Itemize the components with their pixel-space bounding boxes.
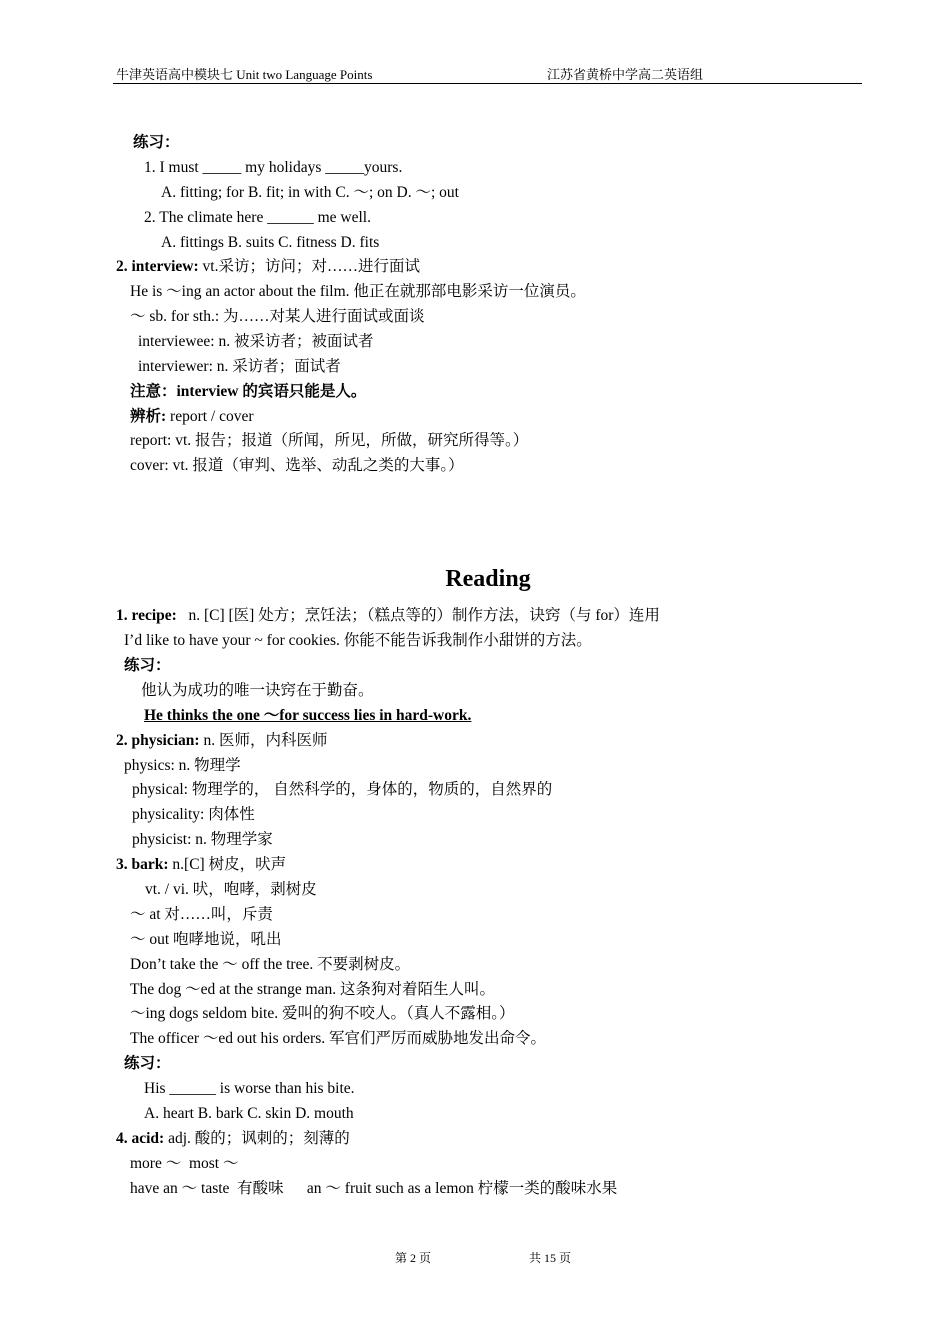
interview-example-2: ～ sb. for sth.: 为……对某人进行面试或面谈: [130, 308, 425, 325]
bark-practice-question: His ______ is worse than his bite.: [144, 1080, 355, 1097]
bark-at-line: ～ at 对……叫，斥责: [130, 906, 273, 923]
entry-interview: [116, 257, 420, 277]
header-left: 牛津英语高中模块七 Unit two Language Points: [116, 67, 373, 82]
entry-recipe-def: n. [C] [医] 处方；烹饪法；（糕点等的）制作方法，诀窍（与 for）连用: [176, 607, 660, 624]
bark-example-1: Don’t take the ～ off the tree. 不要剥树皮。: [130, 956, 411, 973]
entry-physician-def: n. 医师，内科医师: [199, 732, 328, 749]
practice-label: 练习：: [133, 134, 180, 151]
question-2-options: A. fittings B. suits C. fitness D. fits: [161, 234, 380, 251]
question-1: 1. I must _____ my holidays _____yours.: [144, 159, 403, 176]
entry-interview-head: 2. interview:: [116, 258, 199, 275]
interviewer-line: interviewer: n. 采访者；面试者: [138, 358, 341, 375]
interview-example-1: He is ～ing an actor about the film. 他正在就那部电影采访一位演员。: [130, 283, 586, 300]
page-total: 共 15 页: [529, 1251, 572, 1265]
bark-example-2: The dog ～ed at the strange man. 这条狗对着陌生人叫。: [130, 981, 496, 998]
entry-interview-def: vt.采访；访问；对……进行面试: [198, 258, 420, 275]
bark-practice-options: A. heart B. bark C. skin D. mouth: [144, 1105, 354, 1122]
cover-line: cover: vt. 报道（审判、选举、动乱之类的大事。）: [130, 457, 464, 474]
entry-bark: [116, 855, 286, 875]
bark-out-line: ～ out 咆哮地说，吼出: [130, 931, 282, 948]
entry-physician-head: 2. physician:: [116, 732, 200, 749]
distinguish-line: [130, 407, 254, 427]
recipe-practice-answer: He thinks the one ～for success lies in hard-work.: [144, 707, 472, 724]
physicality-line: physicality: 肉体性: [132, 806, 255, 823]
entry-acid-def: adj. 酸的；讽刺的；刻薄的: [164, 1130, 350, 1147]
bark-verb-line: vt. / vi. 吠，咆哮，剥树皮: [145, 881, 317, 898]
section-title: Reading: [445, 566, 531, 592]
page-number: 第 2 页: [395, 1251, 432, 1265]
recipe-practice-label: 练习：: [124, 657, 171, 674]
distinguish-label: 辨析:: [130, 408, 167, 425]
entry-bark-head: 3. bark:: [116, 856, 169, 873]
distinguish-text: report / cover: [166, 408, 254, 425]
entry-recipe-head: 1. recipe:: [116, 607, 177, 624]
physical-line: physical: 物理学的， 自然科学的，身体的，物质的，自然界的: [132, 781, 553, 798]
acid-forms-line: more ～ most ～: [130, 1155, 239, 1172]
question-2: 2. The climate here ______ me well.: [144, 209, 371, 226]
acid-example-line: have an ～ taste 有酸味 an ～ fruit such as a lemon 柠檬一类的酸味水果: [130, 1180, 618, 1197]
entry-bark-def: n.[C] 树皮，吠声: [168, 856, 287, 873]
header-rule: [113, 83, 862, 84]
recipe-practice-chinese: 他认为成功的唯一诀窍在于勤奋。: [141, 682, 374, 699]
entry-acid: [116, 1129, 350, 1149]
physics-line: physics: n. 物理学: [124, 757, 241, 774]
recipe-example: I’d like to have your ~ for cookies. 你能不能告诉我制作小甜饼的方法。: [124, 632, 592, 649]
entry-physician: [116, 731, 327, 751]
physicist-line: physicist: n. 物理学家: [132, 831, 273, 848]
entry-acid-head: 4. acid:: [116, 1130, 165, 1147]
bark-practice-label: 练习：: [124, 1055, 171, 1072]
bark-example-3: ～ing dogs seldom bite. 爱叫的狗不咬人。（真人不露相。）: [130, 1005, 515, 1022]
report-line: report: vt. 报告；报道（所闻，所见，所做，研究所得等。）: [130, 432, 529, 449]
bark-example-4: The officer ～ed out his orders. 军官们严厉而威胁地发出命令。: [130, 1030, 547, 1047]
header-right: 江苏省黄桥中学高二英语组: [547, 67, 704, 82]
question-1-options: A. fitting; for B. fit; in with C. ～; on D. ～; out: [161, 184, 459, 201]
entry-recipe: [116, 606, 660, 626]
interview-note: 注意：interview 的宾语只能是人。: [130, 383, 367, 400]
interviewee-line: interviewee: n. 被采访者；被面试者: [138, 333, 374, 350]
